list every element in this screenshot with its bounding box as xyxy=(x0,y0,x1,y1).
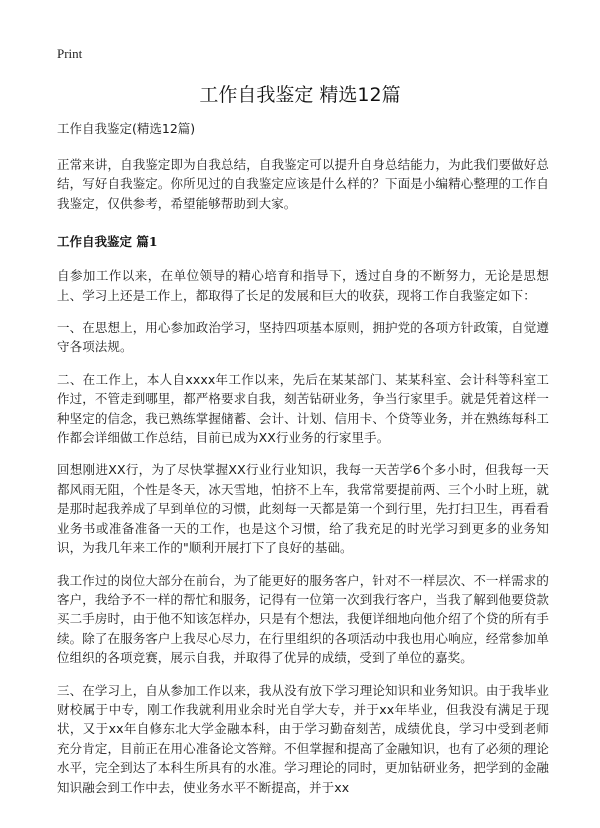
body-paragraph: 自参加工作以来，在单位领导的精心培育和指导下，透过自身的不断努力，无论是思想上、学习上还是工作上，都取得了长足的发展和巨大的收获，现将工作自我鉴定如下： xyxy=(57,268,549,303)
body-paragraph: 我工作过的岗位大部分在前台，为了能更好的服务客户，针对不一样层次、不一样需求的客户，我给予不一样的帮忙和服务，记得有一位第一次到我行客户，当我了解到他要贷款买二手房时，由于他不知该怎样办，只是有个想法，我便详细地向他介绍了个贷的所有手续。除了在服务客户上我尽心尽力，在行里组织的各项活动中我也用心响应，经常参加单位组织的各项竞赛，展示自我，并取得了优异的成绩，受到了单位的嘉奖。 xyxy=(57,572,549,666)
body-paragraph: 一、在思想上，用心参加政治学习，坚持四项基本原则，拥护党的各项方针政策，自觉遵守各项法规。 xyxy=(57,320,549,355)
body-paragraph: 三、在学习上，自从参加工作以来，我从没有放下学习理论知识和业务知识。由于我毕业财校属于中专，刚工作我就利用业余时光自学大专，并于xx年毕业，但我没有满足于现状，又于xx年自修东北大学金融本科，由于学习勤奋刻苦，成绩优良，学习中受到老师充分肯定，目前正在用心准备论文答辩。不但掌握和提高了金融知识，也有了必须的理论水平，完全到达了本科生所具有的水准。学习理论的同时，更加钻研业务，把学到的金融知识融会到工作中去，使业务水平不断提高，并于xx xyxy=(57,682,549,795)
section-heading: 工作自我鉴定 篇1 xyxy=(57,234,158,250)
print-label: Print xyxy=(57,46,83,61)
body-paragraph: 回想刚进XX行，为了尽快掌握XX行业行业知识，我每一天苦学6个多小时，但我每一天都风雨无阻，个性是冬天，冰天雪地，怕挤不上车，我常常要提前两、三个小时上班，就是那时起我养成了早到单位的习惯，此刻每一天都是第一个到行里，先打扫卫生，再看看业务书或准备准备一天的工作，也是这个习惯，给了我充足的时光学习到更多的业务知识，为我几年来工作的"顺利开展打下了良好的基础。 xyxy=(57,462,549,556)
document-body xyxy=(57,120,549,810)
intro-paragraph: 正常来讲，自我鉴定即为自我总结，自我鉴定可以提升自身总结能力，为此我们要做好总结，写好自我鉴定。你所见过的自我鉴定应该是什么样的？下面是小编精心整理的工作自我鉴定，仅供参考，希望能够帮助到大家。 xyxy=(57,157,549,211)
document-title: 工作自我鉴定 精选12篇 xyxy=(199,84,401,106)
body-paragraph: 二、在工作上，本人自xxxx年工作以来，先后在某某部门、某某科室、会计科等科室工作过，不管走到哪里，都严格要求自我，刻苦钻研业务，争当行家里手。就是凭着这样一种坚定的信念，我已熟练掌握储蓄、会计、计划、信用卡、个贷等业务，并在熟练每科工作都会详细做工作总结，目前已成为XX行业务的行家里手。 xyxy=(57,371,549,446)
document-subtitle: 工作自我鉴定(精选12篇) xyxy=(57,121,196,136)
